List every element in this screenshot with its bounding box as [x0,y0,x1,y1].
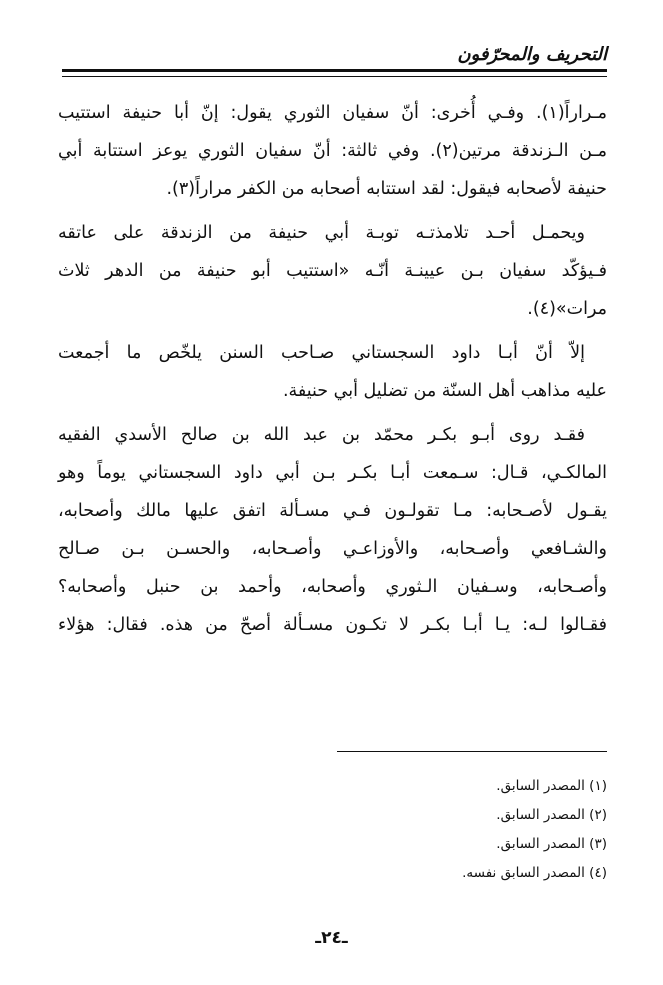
text-line: مـن الـزندقة مرتين(٢). وفي ثالثة: أنّ سفيان الثوري يوعز استتابة أبي [58,141,607,161]
header-rule-thick [62,69,607,72]
text-line: فقـد روى أبـو بكـر محمّد بن عبد الله بن صالح الأسدي الفقيه [58,425,585,445]
paragraph-1 [58,94,607,208]
footnote-separator [337,751,607,752]
paragraph-3 [58,334,607,410]
body-text [58,94,607,650]
text-line: مـراراً(١). وفـي أُخرى: أنّ سفيان الثوري يقول: إنّ أبا حنيفة استتيب [58,103,607,123]
footnote: (٢) المصدر السابق. [496,807,607,823]
text-line: فقـالوا لـه: يـا أبـا بكـر لا تكـون مسـألة أصحّ من هذه. فقال: هؤلاء [58,615,607,635]
text-line: مرات»(٤). [527,299,607,319]
text-line: يقـول لأصـحابه: مـا تقولـون فـي مسـألة اتفق عليها مالك وأصحابه، [58,501,607,521]
paragraph-2 [58,214,607,328]
header-rule-thin [62,76,607,77]
text-line: والشـافعي وأصـحابه، والأوزاعـي وأصـحابه، والحسـن بـن صـالح [58,539,607,559]
footnotes [462,772,607,888]
text-line: حنيفة لأصحابه فيقول: لقد استتابه أصحابه من الكفر مراراً(٣). [166,179,607,199]
running-title: التحريف والمحرّفون [457,44,607,65]
text-line: ويحمـل أحـد تلامذتـه توبـة أبي حنيفة من الزندقة على عاتقه [58,223,585,243]
text-line: إلاّ أنّ أبـا داود السجستاني صـاحب السنن يلخّص ما أجمعت [58,343,585,363]
footnote: (١) المصدر السابق. [496,778,607,794]
page-number: ـ٢٤ـ [315,928,348,948]
footnote: (٣) المصدر السابق. [496,836,607,852]
paragraph-4 [58,416,607,644]
text-line: المالكـي، قـال: سـمعت أبـا بكـر بـن أبي داود السجستاني يوماً وهو [58,463,607,483]
text-line: وأصـحابه، وسـفيان الـثوري وأصحابه، وأحمد بن حنبل وأصحابه؟ [58,577,607,597]
footnote: (٤) المصدر السابق نفسه. [462,865,607,881]
text-line: فـيؤكّد سفيان بـن عيينـة أنّـه «استتيب أبو حنيفة من الدهر ثلاث [58,261,607,281]
text-line: عليه مذاهب أهل السنّة من تضليل أبي حنيفة. [282,381,607,401]
